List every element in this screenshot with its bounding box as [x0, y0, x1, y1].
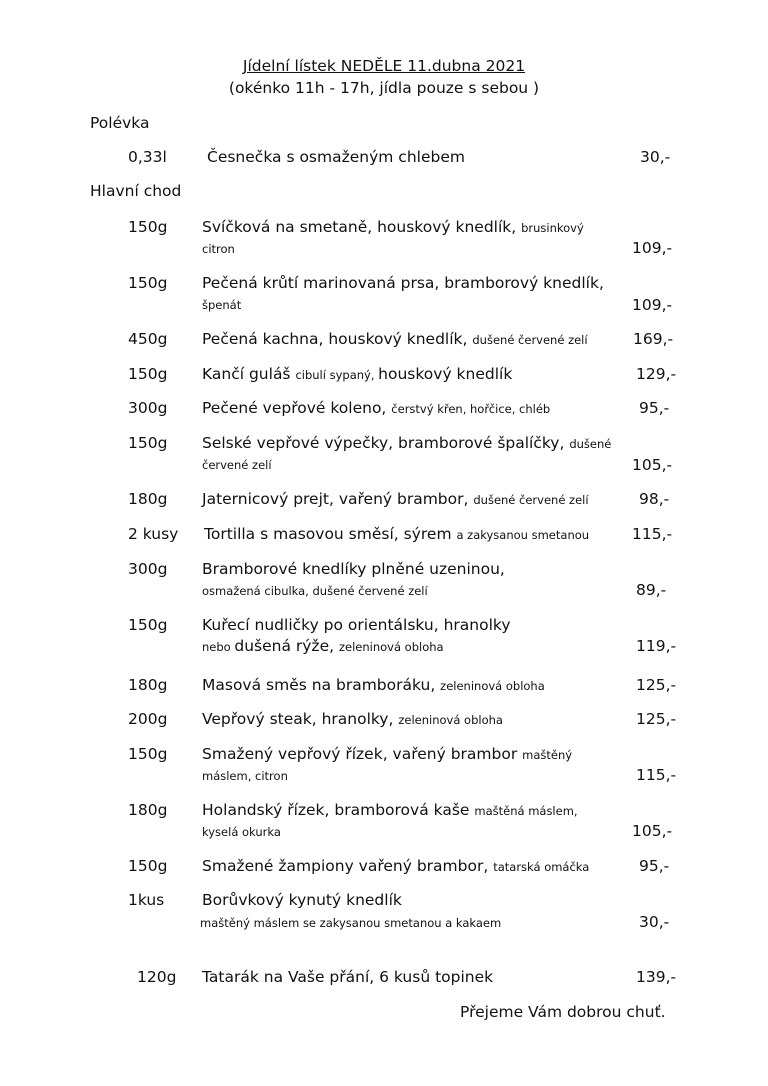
menu-subtitle: (okénko 11h - 17h, jídla pouze s sebou ) [228, 79, 540, 97]
item-name: Kuřecí nudličky po orientálsku, hranolky [202, 616, 511, 634]
item-price: 95,- [639, 857, 670, 875]
item-name: Pečená kachna, houskový knedlík, dušené červené zelí [202, 330, 588, 348]
item-name: Svíčková na smetaně, houskový knedlík, brusinkový [202, 218, 584, 236]
item-price: 125,- [636, 710, 677, 728]
item-quantity: 150g [128, 274, 168, 292]
item-name: Česnečka s osmaženým chlebem [207, 148, 465, 166]
item-quantity: 200g [128, 710, 168, 728]
item-quantity: 300g [128, 560, 168, 578]
item-quantity: 150g [128, 857, 168, 875]
item-quantity: 0,33l [128, 148, 167, 166]
item-name: Pečená krůtí marinovaná prsa, bramborový knedlík, [202, 274, 604, 292]
item-quantity: 120g [137, 968, 177, 986]
item-quantity: 150g [128, 745, 168, 763]
item-quantity: 180g [128, 490, 168, 508]
item-price: 95,- [639, 399, 670, 417]
item-price: 139,- [636, 968, 677, 986]
item-price: 115,- [636, 766, 677, 784]
item-price: 109,- [632, 296, 673, 314]
item-price: 119,- [636, 637, 677, 655]
item-name: Pečené vepřové koleno, čerstvý křen, hořčice, chléb [202, 399, 551, 417]
item-price: 89,- [636, 581, 667, 599]
item-quantity: 2 kusy [128, 525, 179, 543]
item-quantity: 300g [128, 399, 168, 417]
item-quantity: 180g [128, 676, 168, 694]
item-name: Tortilla s masovou směsí, sýrem a zakysanou smetanou [204, 525, 590, 543]
item-price: 125,- [636, 676, 677, 694]
item-side: máslem, citron [202, 769, 288, 783]
item-side: špenát [202, 298, 242, 312]
section-heading-main: Hlavní chod [90, 182, 182, 200]
item-side: červené zelí [202, 458, 272, 472]
item-name: Holandský řízek, bramborová kaše maštěná máslem, [202, 801, 578, 819]
item-side: kyselá okurka [202, 825, 281, 839]
item-side: citron [202, 242, 235, 256]
item-quantity: 450g [128, 330, 168, 348]
item-quantity: 150g [128, 616, 168, 634]
item-quantity: 150g [128, 434, 168, 452]
item-name: Vepřový steak, hranolky, zeleninová obloha [202, 710, 503, 728]
item-name: Masová směs na bramboráku, zeleninová obloha [202, 676, 545, 694]
menu-title: Jídelní lístek NEDĚLE 11.dubna 2021 [242, 57, 526, 75]
item-side: nebo dušená rýže, zeleninová obloha [202, 637, 444, 655]
item-quantity: 1kus [128, 891, 165, 909]
item-price: 115,- [632, 525, 673, 543]
item-price: 30,- [640, 148, 671, 166]
item-name: Bramborové knedlíky plněné uzeninou, [202, 560, 505, 578]
item-name: Tatarák na Vaše přání, 6 kusů topinek [202, 968, 494, 986]
item-price: 98,- [639, 490, 670, 508]
item-price: 105,- [632, 822, 673, 840]
item-quantity: 150g [128, 218, 168, 236]
item-side: osmažená cibulka, dušené červené zelí [202, 584, 428, 598]
item-name: Borůvkový kynutý knedlík [202, 891, 402, 909]
section-heading-soup: Polévka [90, 114, 150, 132]
item-price: 30,- [639, 913, 670, 931]
item-price: 129,- [636, 365, 677, 383]
item-name: Selské vepřové výpečky, bramborové špalíčky, dušené [202, 434, 612, 452]
closing-note: Přejeme Vám dobrou chuť. [460, 1003, 666, 1021]
item-name: Jaternicový prejt, vařený brambor, dušené červené zelí [202, 490, 589, 508]
item-price: 105,- [632, 456, 673, 474]
item-quantity: 180g [128, 801, 168, 819]
item-name: Kančí guláš cibulí sypaný, houskový knedlík [202, 365, 513, 383]
item-price: 109,- [632, 239, 673, 257]
item-name: Smažené žampiony vařený brambor, tatarská omáčka [202, 857, 590, 875]
item-quantity: 150g [128, 365, 168, 383]
item-name: Smažený vepřový řízek, vařený brambor maštěný [202, 745, 573, 763]
item-side: maštěný máslem se zakysanou smetanou a kakaem [200, 916, 502, 930]
item-price: 169,- [633, 330, 674, 348]
